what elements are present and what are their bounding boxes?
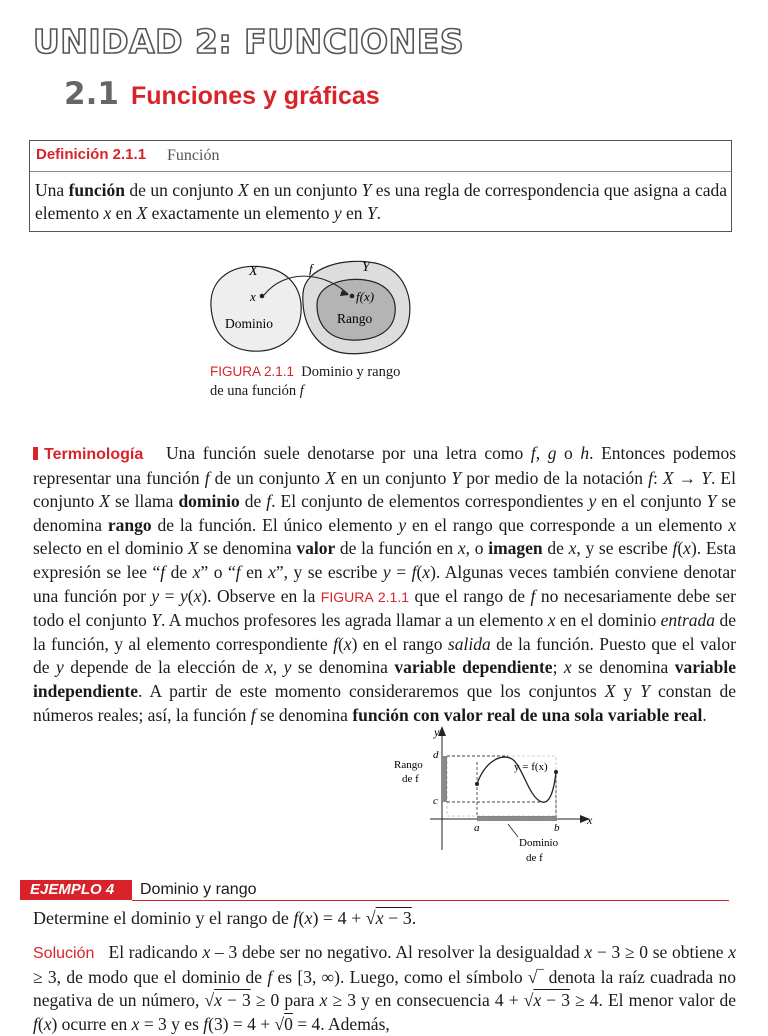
- range-label: Rango: [337, 311, 373, 326]
- section-number: 2.1: [64, 76, 119, 112]
- set-x-label: X: [249, 264, 258, 279]
- point-x-label: x: [250, 289, 256, 304]
- endpoint-a: [475, 782, 479, 786]
- label-a: a: [474, 822, 480, 834]
- domain-label-2: de f: [526, 852, 543, 864]
- example-rule: [132, 900, 729, 901]
- figure-1-caption-text-2: de una función: [210, 383, 297, 399]
- unit-title: UNIDAD 2: FUNCIONES: [33, 22, 465, 61]
- point-fx: [350, 294, 355, 299]
- example-label: EJEMPLO 4: [30, 881, 115, 898]
- solution-text: El radicando x – 3 debe ser no negativo. Al resolver la desigualdad x − 3 ≥ 0 se obtiene x ≥ 3, de modo que el dominio de f es [3, ∞). Luego, como el símbolo √‾ denota la raíz cuadrada no negativa de un número, √x − 3 ≥ 0 para x ≥ 3 y en consecuencia 4 + √x − 3 ≥ 4. El menor valor de f(x) ocurre en x = 3 y es f(3) = 4 + √0 = 4. Además,: [33, 942, 737, 1034]
- axis-x-label: x: [587, 813, 593, 827]
- label-c: c: [433, 795, 438, 807]
- range-label-2: de f: [402, 773, 419, 785]
- example-statement: Determine el dominio y el rango de f(x) = 4 + √x − 3.: [33, 908, 417, 928]
- solution-label: Solución: [33, 945, 95, 962]
- section-title: Funciones y gráficas: [131, 82, 380, 110]
- set-y-label: Y: [362, 260, 370, 275]
- domain-range-diagram: [205, 255, 415, 360]
- example-title: Dominio y rango: [140, 881, 257, 898]
- terminology-paragraph: [33, 442, 736, 727]
- point-x: [260, 294, 265, 299]
- definition-name: Función: [167, 147, 220, 164]
- definition-text: Una función de un conjunto X en un conjunto Y es una regla de correspondencia que asigna a cada elemento x en X exactamente un elemento y en Y.: [35, 180, 728, 223]
- domain-label-1: Dominio: [519, 837, 559, 849]
- terminology-text: Una función suele denotarse por una letra como f, g o h. Entonces podemos representar una función f de un conjunto X en un conjunto Y por medio de la notación f: X → Y. El conjunto X se llama dominio de f. El conjunto de elementos correspondientes y en el conjunto Y se denomina rango de la función. El único elemento y en el rango que corresponde a un elemento x selecto en el dominio X se denomina valor de la función en x, o imagen de x, y se escribe f(x). Esta expresión se lee “f de x” o “f en x”, y se escribe y = f(x). Algunas veces también conviene denotar una función por y = y(x). Observe en la FIGURA 2.1.1 que el rango de f no necesariamente debe ser todo el conjunto Y. A muchos profesores les agrada llamar a un elemento x en el dominio entrada de la función, y al elemento correspondiente f(x) en el rango salida de la función. Puesto que el valor de y depende de la elección de x, y se denomina variable dependiente; x se denomina variable independiente. A partir de este momento consideraremos que los conjuntos X y Y constan de números reales; así, la función f se denomina función con valor real de una sola variable real.: [33, 443, 737, 725]
- label-b: b: [554, 822, 560, 834]
- axis-y-label: y: [434, 725, 440, 739]
- solution-paragraph: [33, 941, 736, 1036]
- range-bar: [442, 756, 447, 802]
- function-graph: [390, 720, 600, 870]
- definition-label: Definición 2.1.1: [36, 146, 147, 163]
- section-marker-icon: [33, 447, 38, 460]
- domain-bar: [477, 816, 557, 821]
- point-fx-label: f(x): [356, 289, 375, 304]
- definition-divider: [30, 171, 731, 172]
- figure-1-caption-text: Dominio y rango: [301, 364, 401, 380]
- curve-label: y = f(x): [514, 761, 548, 773]
- terminology-label: Terminología: [44, 446, 144, 463]
- label-d: d: [433, 749, 439, 761]
- endpoint-b: [554, 770, 558, 774]
- domain-pointer: [508, 824, 518, 837]
- figure-1-caption-f: f: [299, 383, 304, 399]
- figure-1-caption: [210, 362, 430, 401]
- map-f-label: f: [309, 261, 313, 276]
- range-label-1: Rango: [394, 759, 423, 771]
- definition-box: [29, 140, 732, 232]
- figure-1-label: FIGURA 2.1.1: [210, 364, 295, 379]
- domain-label: Dominio: [225, 316, 274, 331]
